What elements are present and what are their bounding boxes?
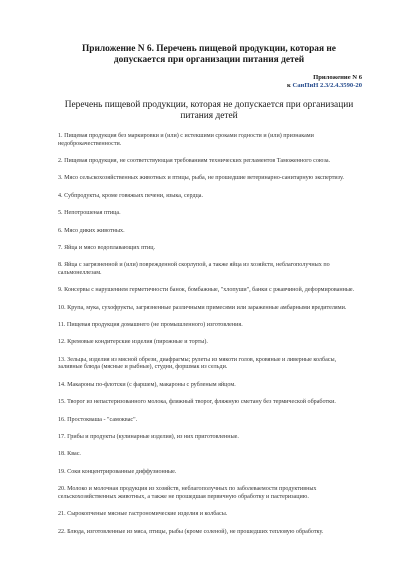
list-item: 5. Непотрошеная птица.: [58, 210, 121, 217]
list-item: 22. Блюда, изготовленные из мяса, птицы, рыбы (кроме соленой), не прошедших тепловую обработку.: [58, 528, 324, 535]
list-item: 16. Простокваша - "самоквас".: [58, 416, 138, 423]
list-item: 10. Крупа, мука, сухофрукты, загрязненные различными примесями или зараженные амбарными вредителями.: [58, 304, 347, 311]
list-item: 8. Яйца с загрязненной и (или) поврежденной скорлупой, а также яйца из хозяйств, неблагополучных по сальмонеллезам.: [58, 262, 330, 276]
appendix-source: [58, 82, 362, 90]
appendix-reference: [58, 74, 362, 90]
list-item: 4. Субпродукты, кроме говяжьих печени, языка, сердца.: [58, 192, 204, 199]
list-item: 19. Соки концентрированные диффузионные.: [58, 468, 177, 475]
list-item: 14. Макароны по-флотски (с фаршем), макароны с рубленым яйцом.: [58, 381, 236, 388]
list-item: 12. Кремовые кондитерские изделия (пирожные и торты).: [58, 339, 208, 346]
list-title: Перечень пищевой продукции, которая не допускается при организации питания детей: [64, 100, 354, 121]
list-item: 9. Консервы с нарушением герметичности банок, бомбажные, "хлопуши", банки с ржавчиной, деформированные.: [58, 287, 355, 294]
list-item: 1. Пищевая продукция без маркировки и (или) с истекшими сроками годности и (или) признаками недоброкачественности.: [58, 133, 314, 147]
appendix-label: Приложение N 6: [313, 74, 362, 81]
list-item: 17. Грибы и продукты (кулинарные изделия), из них приготовленные.: [58, 434, 239, 441]
list-item: 2. Пищевая продукция, не соответствующая требованиям технических регламентов Таможенного союза.: [58, 157, 331, 164]
list-item: 7. Яйца и мясо водоплавающих птиц.: [58, 244, 156, 251]
list-item: 18. Квас.: [58, 451, 81, 458]
list-item: 6. Мясо диких животных.: [58, 227, 125, 234]
list-item: 20. Молоко и молочная продукция из хозяйств, неблагополучных по заболеваемости продуктивных сельскохозяйственных животных, а также не прошедшая первичную обработку и пастеризацию.: [58, 486, 317, 500]
list-item: 11. Пищевая продукция домашнего (не промышленного) изготовления.: [58, 322, 243, 329]
list-item: 3. Мясо сельскохозяйственных животных и птицы, рыба, не прошедшие ветеринарно-санитарную экспертизу.: [58, 175, 344, 182]
sanpin-link[interactable]: СанПиН 2.3/2.4.3590-20: [292, 82, 362, 89]
appendix-prefix: к: [287, 82, 293, 89]
list-item: 21. Сырокопченые мясные гастрономические изделия и колбасы.: [58, 511, 228, 518]
prohibited-products-list: [58, 133, 360, 536]
list-item: 15. Творог из непастеризованного молока, фляжный творог, фляжную сметану без термической обработки.: [58, 399, 336, 406]
document-title: Приложение N 6. Перечень пищевой продукции, которая не допускается при организации питания детей: [82, 44, 336, 65]
list-item: 13. Зельцы, изделия из мясной обрези, диафрагмы; рулеты из мякоти голов, кровяные и ливерные колбасы, заливные блюда (мясные и рыбные), студни, форшмак из сельди.: [58, 356, 337, 371]
